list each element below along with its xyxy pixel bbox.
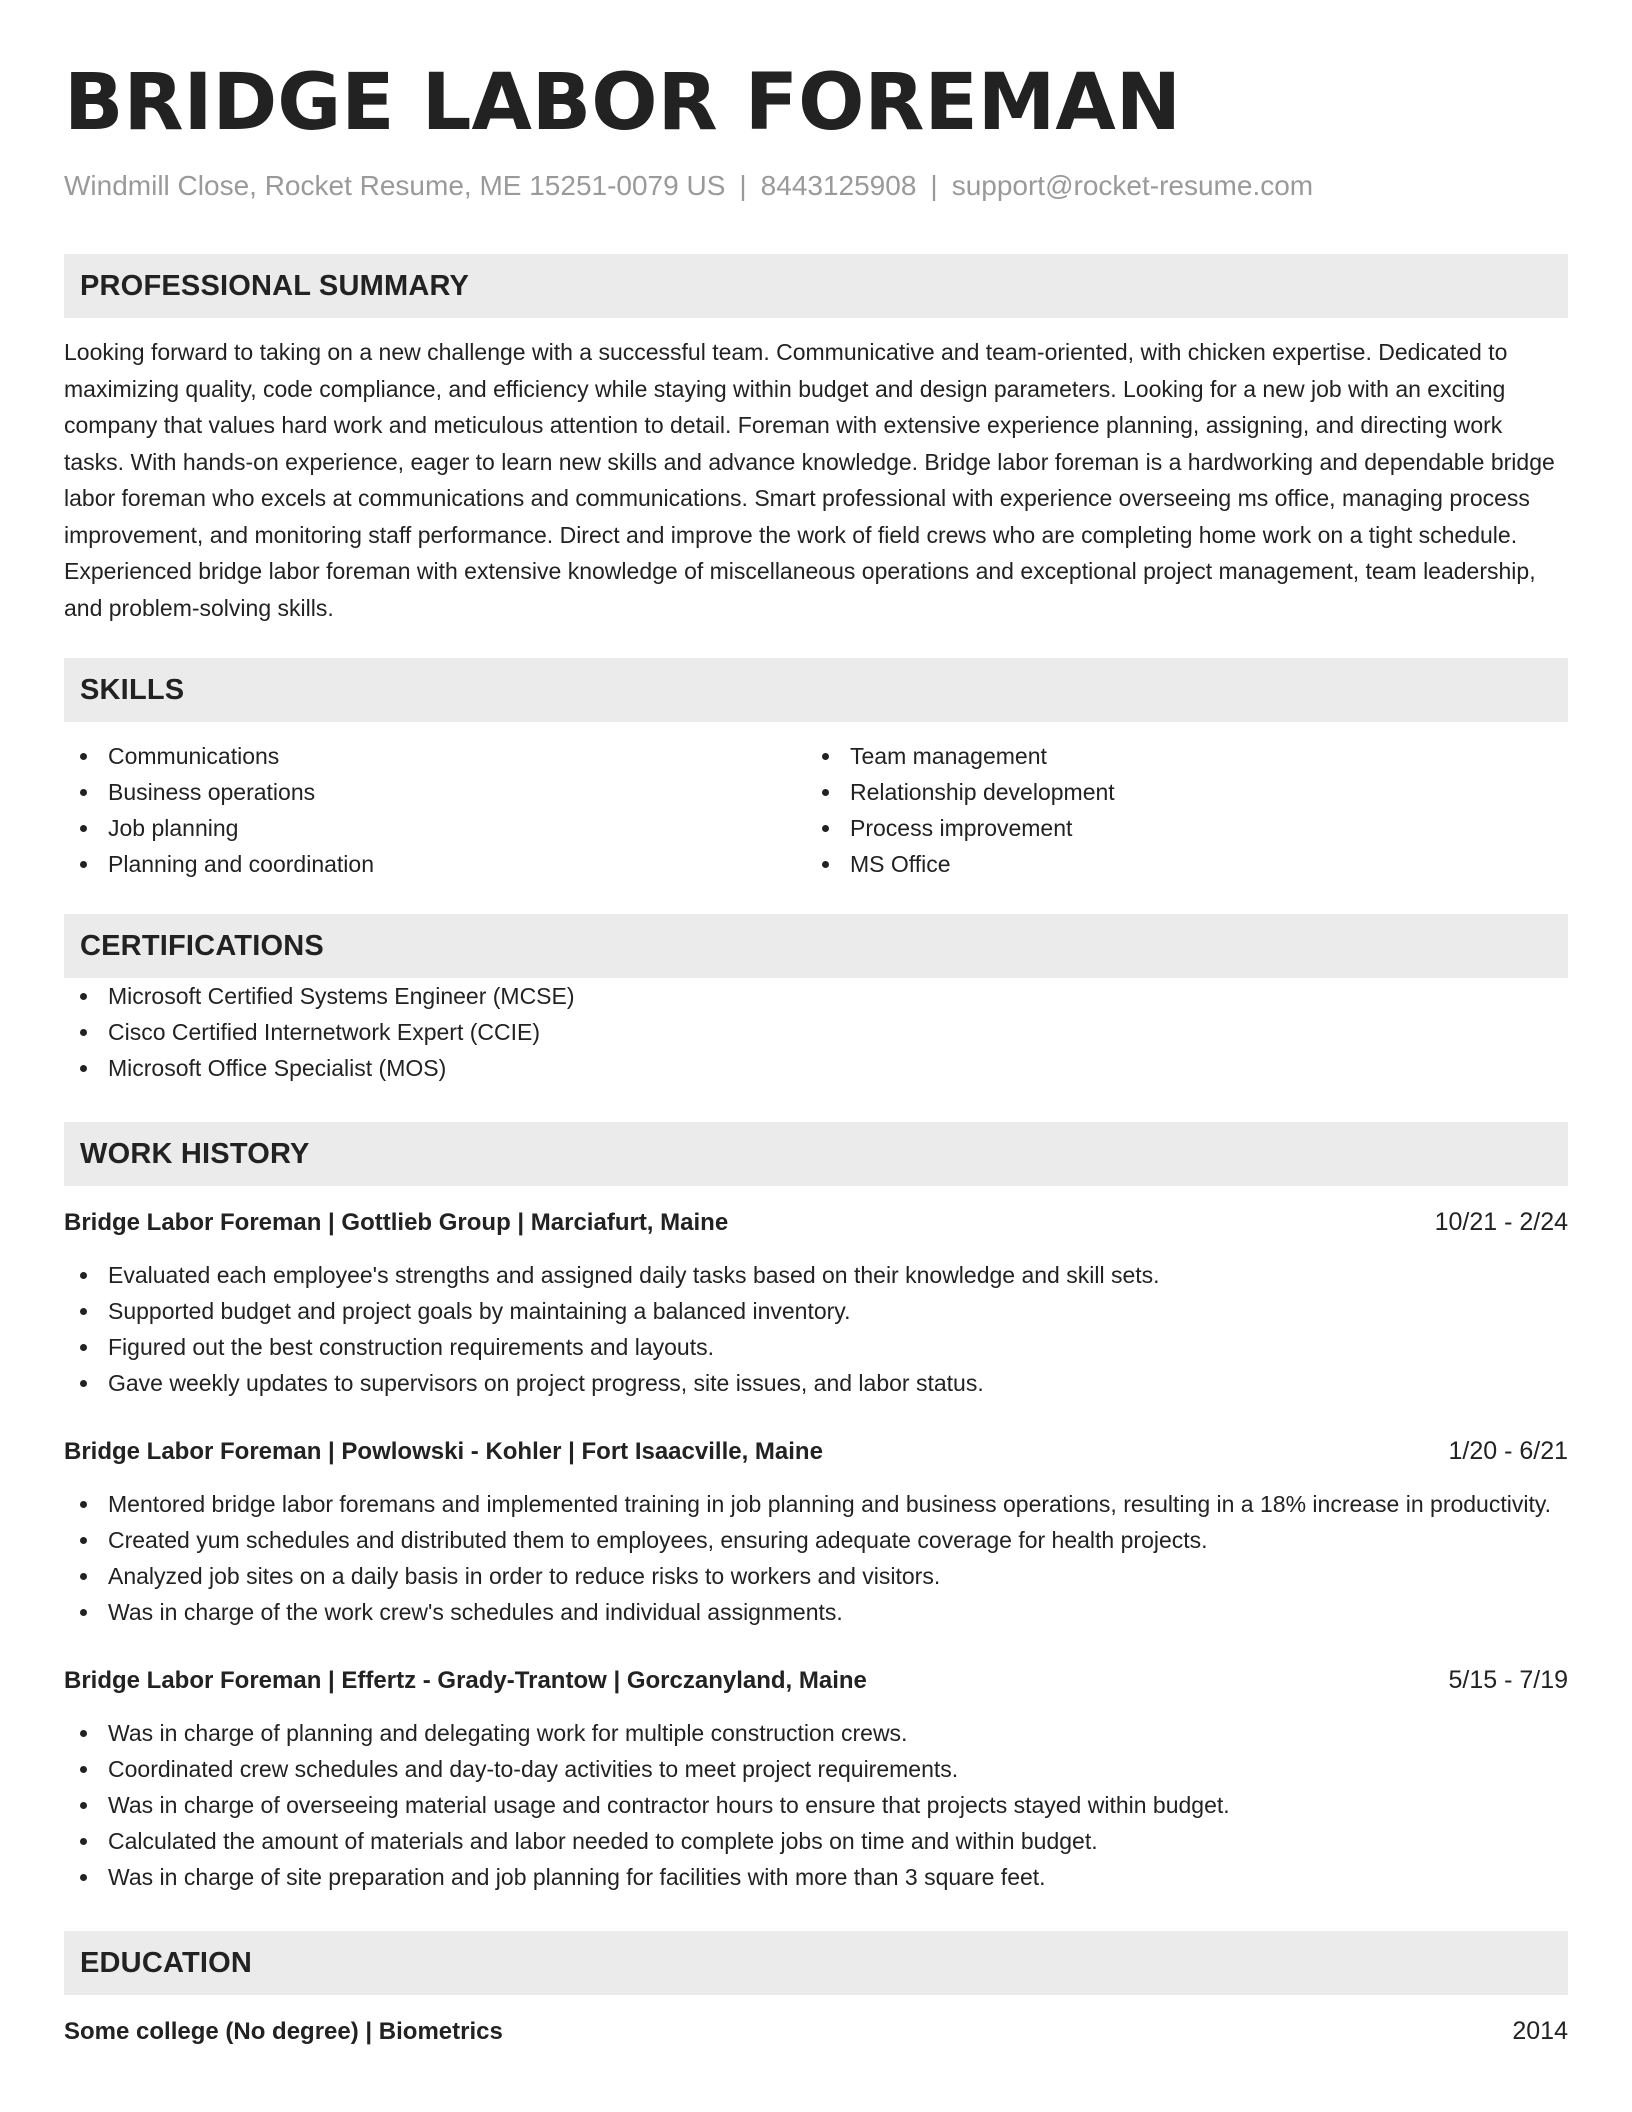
job-duty: Analyzed job sites on a daily basis in order to reduce risks to workers and visitors. xyxy=(64,1558,1568,1594)
education-degree: Some college (No degree) | Biometrics xyxy=(64,2018,503,2045)
job-duty: Coordinated crew schedules and day-to-day activities to meet project requirements. xyxy=(64,1751,1568,1787)
certification-item: Microsoft Office Specialist (MOS) xyxy=(64,1050,1568,1086)
contact-separator: | xyxy=(739,170,747,201)
contact-email: support@rocket-resume.com xyxy=(951,170,1314,201)
section-heading-certifications: CERTIFICATIONS xyxy=(64,914,1568,978)
job-duty: Was in charge of overseeing material usage and contractor hours to ensure that projects stayed within budget. xyxy=(64,1787,1568,1823)
section-heading-skills: SKILLS xyxy=(64,658,1568,722)
skills-grid xyxy=(64,738,1568,882)
job-duties xyxy=(64,1486,1568,1630)
job-duty: Gave weekly updates to supervisors on project progress, site issues, and labor status. xyxy=(64,1365,1568,1401)
job-header xyxy=(64,1204,1568,1241)
job-dates: 10/21 - 2/24 xyxy=(1434,1208,1568,1236)
job-duties xyxy=(64,1715,1568,1895)
job-header xyxy=(64,1433,1568,1470)
job-duty: Was in charge of planning and delegating work for multiple construction crews. xyxy=(64,1715,1568,1751)
job-entry xyxy=(64,1433,1568,1630)
job-duty: Calculated the amount of materials and labor needed to complete jobs on time and within budget. xyxy=(64,1823,1568,1859)
certification-item: Microsoft Certified Systems Engineer (MCSE) xyxy=(64,978,1568,1014)
section-heading-education: EDUCATION xyxy=(64,1931,1568,1995)
education-year: 2014 xyxy=(1512,2017,1568,2045)
skills-column-right xyxy=(806,738,1548,882)
certification-list xyxy=(64,978,1568,1086)
contact-address: Windmill Close, Rocket Resume, ME 15251-0079 US xyxy=(64,170,726,201)
job-duty: Was in charge of the work crew's schedules and individual assignments. xyxy=(64,1594,1568,1630)
resume-page xyxy=(64,58,1568,2050)
resume-name: BRIDGE LABOR FOREMAN xyxy=(64,58,1181,148)
section-heading-work-history: WORK HISTORY xyxy=(64,1122,1568,1186)
job-entry xyxy=(64,1662,1568,1895)
skill-item: Communications xyxy=(64,738,806,774)
contact-separator: | xyxy=(930,170,938,201)
job-title: Bridge Labor Foreman | Powlowski - Kohler | Fort Isaacville, Maine xyxy=(64,1438,823,1465)
job-dates: 5/15 - 7/19 xyxy=(1448,1666,1568,1694)
job-duty: Figured out the best construction requirements and layouts. xyxy=(64,1329,1568,1365)
job-dates: 1/20 - 6/21 xyxy=(1448,1437,1568,1465)
job-duty: Was in charge of site preparation and job planning for facilities with more than 3 square feet. xyxy=(64,1859,1568,1895)
education-entry xyxy=(64,2013,1568,2050)
skills-column-left xyxy=(64,738,806,882)
skill-item: Relationship development xyxy=(806,774,1548,810)
skill-item: MS Office xyxy=(806,846,1548,882)
job-duty: Created yum schedules and distributed them to employees, ensuring adequate coverage for health projects. xyxy=(64,1522,1568,1558)
job-duty: Mentored bridge labor foremans and implemented training in job planning and business operations, resulting in a 18% increase in productivity. xyxy=(64,1486,1568,1522)
section-heading-summary: PROFESSIONAL SUMMARY xyxy=(64,254,1568,318)
job-title: Bridge Labor Foreman | Gottlieb Group | Marciafurt, Maine xyxy=(64,1209,729,1236)
skill-item: Team management xyxy=(806,738,1548,774)
contact-line xyxy=(64,168,1568,204)
summary-text: Looking forward to taking on a new challenge with a successful team. Communicative and team-oriented, with chicken expertise. Dedicated to maximizing quality, code compliance, and efficiency while staying within budget and design parameters. Looking for a new job with an exciting company that values hard work and meticulous attention to detail. Foreman with extensive experience planning, assigning, and directing work tasks. With hands-on experience, eager to learn new skills and advance knowledge. Bridge labor foreman is a hardworking and dependable bridge labor foreman who excels at communications and communications. Smart professional with experience overseeing ms office, managing process improvement, and monitoring staff performance. Direct and improve the work of field crews who are completing home work on a tight schedule. Experienced bridge labor foreman with extensive knowledge of miscellaneous operations and exceptional project management, team leadership, and problem-solving skills. xyxy=(64,339,1555,621)
skill-item: Planning and coordination xyxy=(64,846,806,882)
skill-item: Job planning xyxy=(64,810,806,846)
skill-item: Business operations xyxy=(64,774,806,810)
certification-item: Cisco Certified Internetwork Expert (CCIE) xyxy=(64,1014,1568,1050)
job-duty: Supported budget and project goals by maintaining a balanced inventory. xyxy=(64,1293,1568,1329)
job-entry xyxy=(64,1204,1568,1401)
contact-phone: 8443125908 xyxy=(760,170,917,201)
skill-item: Process improvement xyxy=(806,810,1548,846)
job-header xyxy=(64,1662,1568,1699)
job-duty: Evaluated each employee's strengths and assigned daily tasks based on their knowledge and skill sets. xyxy=(64,1257,1568,1293)
job-title: Bridge Labor Foreman | Effertz - Grady-Trantow | Gorczanyland, Maine xyxy=(64,1667,867,1694)
job-duties xyxy=(64,1257,1568,1401)
